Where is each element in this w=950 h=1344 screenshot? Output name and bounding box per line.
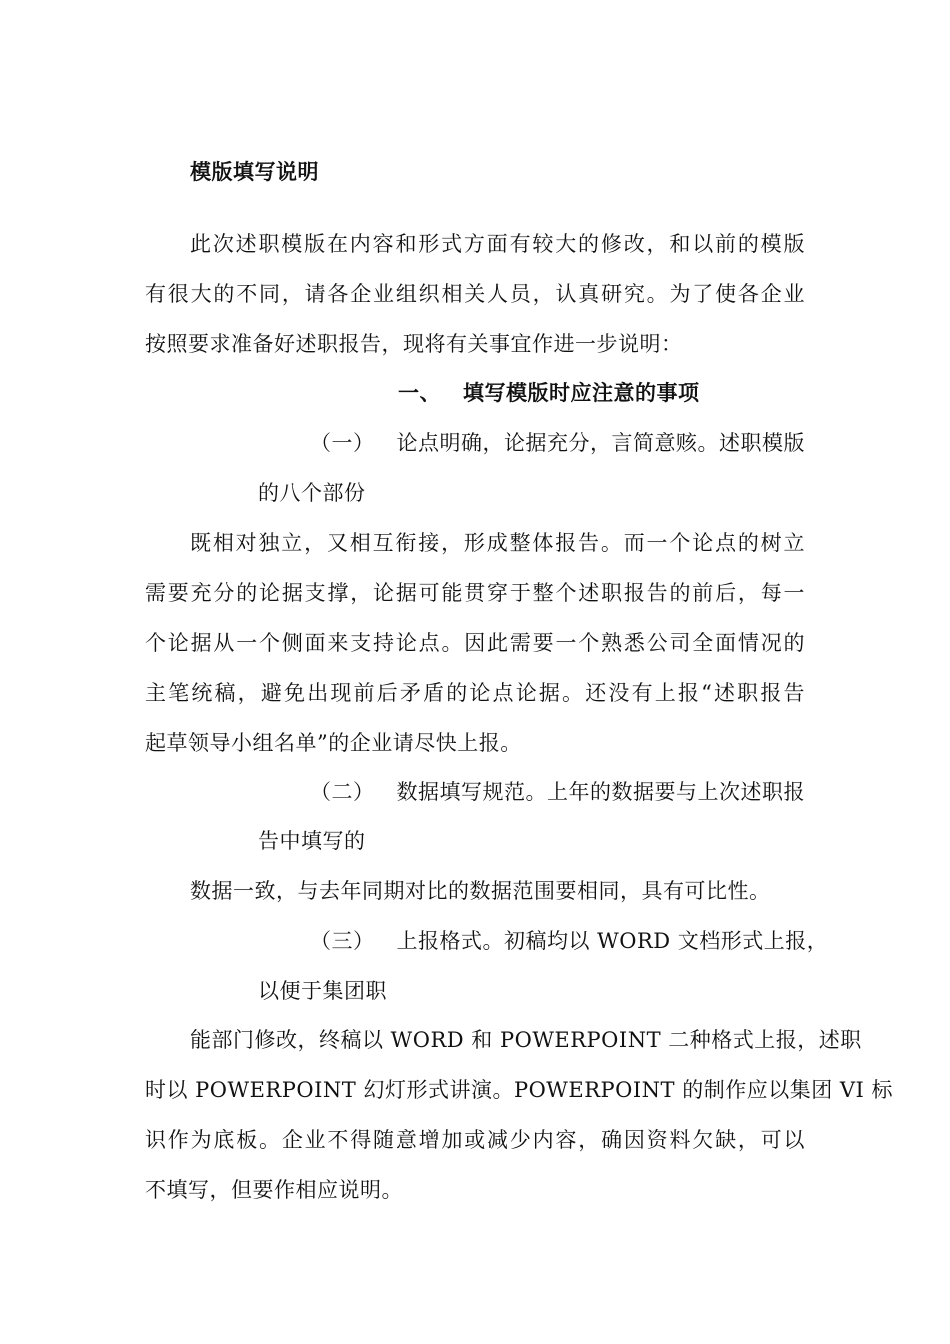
subsection-1-body-line-3: 个论据从一个侧面来支持论点。因此需要一个熟悉公司全面情况的 <box>145 631 805 655</box>
subsection-1-text: 论点明确，论据充分，言简意赅。述职模版 <box>396 431 805 455</box>
subsection-3-body-line-2: 时以 POWERPOINT 幻灯形式讲演。POWERPOINT 的制作应以集团 VI 标 <box>145 1078 894 1102</box>
section-heading-text: 填写模版时应注意的事项 <box>463 380 700 405</box>
subsection-1-number: （一） <box>310 431 375 455</box>
subsection-2-number: （二） <box>310 780 375 804</box>
subsection-3-body-line-3: 识作为底板。企业不得随意增加或减少内容，确因资料欠缺，可以 <box>145 1128 805 1152</box>
section-heading-1 <box>398 378 718 408</box>
subsection-3-line-2: 以便于集团职 <box>258 979 387 1003</box>
subsection-1-body-line-1: 既相对独立，又相互衔接，形成整体报告。而一个论点的树立 <box>190 531 805 555</box>
subsection-1-body-line-4: 主笔统稿，避免出现前后矛盾的论点论据。还没有上报“述职报告 <box>145 681 805 705</box>
subsection-1-line-2: 的八个部份 <box>258 481 366 505</box>
subsection-3-body-line-4: 不填写，但要作相应说明。 <box>145 1178 403 1202</box>
subsection-3-line-1 <box>310 926 829 956</box>
subsection-3-number: （三） <box>310 929 375 953</box>
subsection-2-body-line-1: 数据一致，与去年同期对比的数据范围要相同，具有可比性。 <box>190 879 771 903</box>
subsection-1-body-line-5: 起草领导小组名单”的企业请尽快上报。 <box>145 731 522 755</box>
subsection-3-body-line-1: 能部门修改，终稿以 WORD 和 POWERPOINT 二种格式上报，述职 <box>190 1028 862 1052</box>
subsection-2-text: 数据填写规范。上年的数据要与上次述职报 <box>396 780 805 804</box>
subsection-1-body-line-2: 需要充分的论据支撑，论据可能贯穿于整个述职报告的前后，每一 <box>145 581 805 605</box>
subsection-2-line-1 <box>310 777 805 807</box>
intro-line-1: 此次述职模版在内容和形式方面有较大的修改，和以前的模版 <box>190 232 805 256</box>
section-heading-number: 一、 <box>398 380 441 405</box>
subsection-2-line-2: 告中填写的 <box>258 829 366 853</box>
intro-line-3: 按照要求准备好述职报告，现将有关事宜作进一步说明： <box>145 332 683 356</box>
document-title: 模版填写说明 <box>190 159 319 184</box>
subsection-1-line-1 <box>310 428 805 458</box>
intro-line-2: 有很大的不同，请各企业组织相关人员，认真研究。为了使各企业 <box>145 282 805 306</box>
subsection-3-text: 上报格式。初稿均以 WORD 文档形式上报， <box>396 929 829 953</box>
